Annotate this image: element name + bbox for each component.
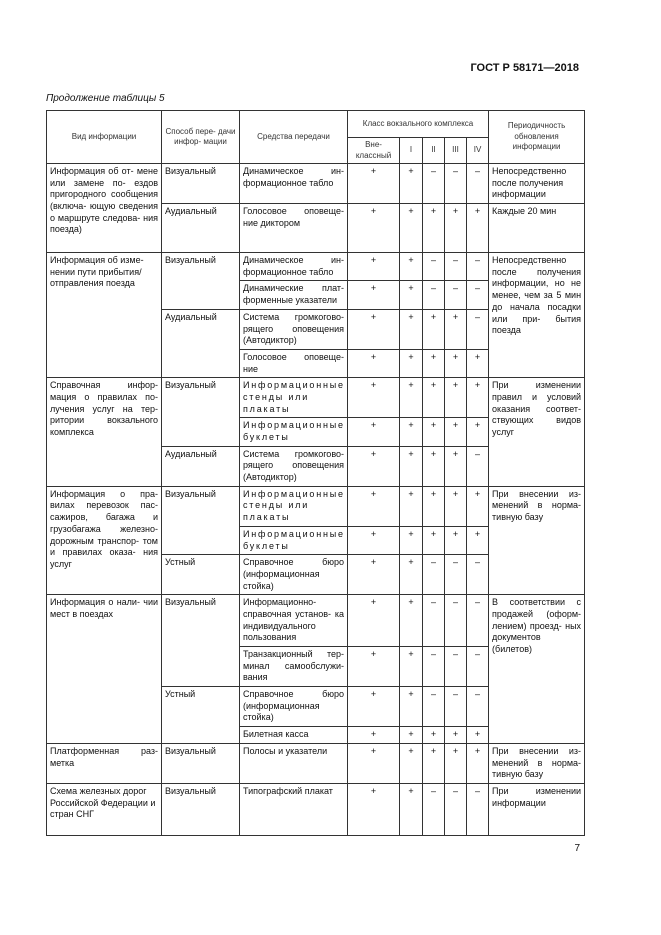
mark-cell: – <box>467 687 489 727</box>
mark-cell: – <box>467 647 489 687</box>
mark-cell: + <box>423 727 445 744</box>
periodicity-cell: Непосредственно после получения информации, но не менее, чем за 5 мин до начала посадки или при- бытия поезда <box>489 253 585 378</box>
mark-cell: + <box>445 349 467 377</box>
means-cell: Информационные буклеты <box>240 526 348 554</box>
mark-cell: – <box>423 555 445 595</box>
mark-cell: + <box>400 727 423 744</box>
standard-number: ГОСТ Р 58171—2018 <box>470 62 579 74</box>
info-type-cell: Справочная инфор- мация о правилах по- лучения услуг на тер- ритории вокзального комплекса <box>47 378 162 487</box>
mark-cell: + <box>467 204 489 253</box>
mark-cell: + <box>445 743 467 783</box>
mark-cell: + <box>445 486 467 526</box>
header-class-1: I <box>400 138 423 164</box>
mark-cell: + <box>348 204 400 253</box>
mark-cell: – <box>445 647 467 687</box>
means-cell: Информационные стенды или плакаты <box>240 486 348 526</box>
mark-cell: + <box>348 555 400 595</box>
method-cell: Аудиальный <box>162 204 240 253</box>
info-type-cell: Информация об от- мене или замене по- ездов пригородного сообщения (включа- ющую сведения о маршруте следова- ния поезда) <box>47 164 162 253</box>
means-cell: Система громкогово- рящего оповещения (Автодиктор) <box>240 446 348 486</box>
method-cell: Визуальный <box>162 164 240 204</box>
mark-cell: – <box>423 281 445 309</box>
mark-cell: + <box>467 486 489 526</box>
header-class-out: Вне- классный <box>348 138 400 164</box>
means-cell: Голосовое оповеще- ние диктором <box>240 204 348 253</box>
mark-cell: + <box>400 204 423 253</box>
periodicity-cell: При изменении информации <box>489 783 585 835</box>
mark-cell: + <box>400 418 423 446</box>
header-class-group: Класс вокзального комплекса <box>348 111 489 138</box>
mark-cell: + <box>423 309 445 349</box>
mark-cell: + <box>400 526 423 554</box>
mark-cell: + <box>348 687 400 727</box>
means-cell: Справочное бюро (информационная стойка) <box>240 687 348 727</box>
means-cell: Динамическое ин- формационное табло <box>240 253 348 281</box>
mark-cell: – <box>423 164 445 204</box>
mark-cell: + <box>423 418 445 446</box>
mark-cell: + <box>423 378 445 418</box>
header-class-2: II <box>423 138 445 164</box>
mark-cell: + <box>348 647 400 687</box>
info-type-cell: Информация о нали- чии мест в поездах <box>47 595 162 744</box>
mark-cell: + <box>400 253 423 281</box>
header-method: Способ пере- дачи инфор- мации <box>162 111 240 164</box>
mark-cell: – <box>467 783 489 835</box>
info-type-cell: Информация о пра- вилах перевозок пас- сажиров, багажа и грузобагажа железно- дорожным транспор- том и правилах оказа- ния услуг <box>47 486 162 595</box>
mark-cell: + <box>400 595 423 647</box>
periodicity-cell: При внесении из- менений в норма- тивную базу <box>489 486 585 595</box>
table-row <box>47 253 585 281</box>
mark-cell: + <box>467 727 489 744</box>
mark-cell: – <box>445 164 467 204</box>
mark-cell: + <box>348 526 400 554</box>
mark-cell: + <box>348 743 400 783</box>
means-cell: Полосы и указатели <box>240 743 348 783</box>
header-class-3: III <box>445 138 467 164</box>
means-cell: Динамическое ин- формационное табло <box>240 164 348 204</box>
means-cell: Билетная касса <box>240 727 348 744</box>
periodicity-cell: При изменении правил и условий оказания соответ- ствующих видов услуг <box>489 378 585 487</box>
means-cell: Динамические плат- форменные указатели <box>240 281 348 309</box>
mark-cell: + <box>348 486 400 526</box>
mark-cell: + <box>348 418 400 446</box>
table-row <box>47 743 585 783</box>
mark-cell: + <box>400 281 423 309</box>
mark-cell: – <box>467 281 489 309</box>
method-cell: Визуальный <box>162 595 240 687</box>
table-caption: Продолжение таблицы 5 <box>46 93 165 104</box>
table-row <box>47 595 585 647</box>
method-cell: Визуальный <box>162 378 240 446</box>
mark-cell: – <box>445 253 467 281</box>
means-cell: Типографский плакат <box>240 783 348 835</box>
info-table <box>46 110 585 836</box>
mark-cell: – <box>423 253 445 281</box>
table-row <box>47 783 585 835</box>
mark-cell: + <box>467 349 489 377</box>
means-cell: Система громкогово- рящего оповещения (Автодиктор) <box>240 309 348 349</box>
method-cell: Визуальный <box>162 253 240 310</box>
mark-cell: + <box>445 418 467 446</box>
mark-cell: + <box>348 309 400 349</box>
mark-cell: + <box>445 727 467 744</box>
mark-cell: – <box>445 555 467 595</box>
method-cell: Устный <box>162 687 240 744</box>
means-cell: Голосовое оповеще- ние <box>240 349 348 377</box>
method-cell: Визуальный <box>162 486 240 554</box>
info-type-cell: Схема железных дорог Российской Федерации и стран СНГ <box>47 783 162 835</box>
mark-cell: + <box>445 309 467 349</box>
periodicity-cell: В соответствии с продажей (оформ- лением) проезд- ных документов (билетов) <box>489 595 585 744</box>
mark-cell: + <box>348 783 400 835</box>
mark-cell: – <box>467 164 489 204</box>
method-cell: Визуальный <box>162 743 240 783</box>
mark-cell: + <box>348 164 400 204</box>
mark-cell: + <box>467 526 489 554</box>
means-cell: Информационно- справочная установ- ка индивидуального пользования <box>240 595 348 647</box>
mark-cell: + <box>467 378 489 418</box>
header-class-4: IV <box>467 138 489 164</box>
mark-cell: – <box>423 783 445 835</box>
header-info-type: Вид информации <box>47 111 162 164</box>
mark-cell: + <box>423 446 445 486</box>
mark-cell: + <box>400 647 423 687</box>
mark-cell: – <box>467 446 489 486</box>
mark-cell: + <box>348 727 400 744</box>
mark-cell: + <box>400 555 423 595</box>
mark-cell: + <box>467 743 489 783</box>
mark-cell: + <box>348 349 400 377</box>
means-cell: Информационные буклеты <box>240 418 348 446</box>
periodicity-cell: Непосредственно после получения информации <box>489 164 585 204</box>
mark-cell: + <box>348 378 400 418</box>
mark-cell: + <box>445 378 467 418</box>
info-type-cell: Информация об изме- нении пути прибытия/ отправления поезда <box>47 253 162 378</box>
mark-cell: + <box>423 486 445 526</box>
header-periodicity: Периодичность обновления информации <box>489 111 585 164</box>
mark-cell: – <box>445 783 467 835</box>
mark-cell: – <box>423 647 445 687</box>
table-row <box>47 378 585 418</box>
mark-cell: – <box>467 555 489 595</box>
table-row <box>47 164 585 204</box>
means-cell: Транзакционный тер- минал самообслужи- вания <box>240 647 348 687</box>
mark-cell: + <box>400 783 423 835</box>
mark-cell: + <box>348 281 400 309</box>
mark-cell: + <box>400 743 423 783</box>
mark-cell: + <box>423 526 445 554</box>
periodicity-cell: Каждые 20 мин <box>489 204 585 253</box>
mark-cell: + <box>400 486 423 526</box>
mark-cell: + <box>423 743 445 783</box>
mark-cell: + <box>445 526 467 554</box>
mark-cell: + <box>400 309 423 349</box>
method-cell: Аудиальный <box>162 446 240 486</box>
mark-cell: + <box>400 378 423 418</box>
mark-cell: – <box>445 281 467 309</box>
method-cell: Устный <box>162 555 240 595</box>
info-type-cell: Платформенная раз- метка <box>47 743 162 783</box>
mark-cell: + <box>400 687 423 727</box>
method-cell: Визуальный <box>162 783 240 835</box>
header-means: Средства передачи <box>240 111 348 164</box>
mark-cell: + <box>423 349 445 377</box>
mark-cell: – <box>423 687 445 727</box>
mark-cell: – <box>467 309 489 349</box>
mark-cell: + <box>400 446 423 486</box>
mark-cell: – <box>467 253 489 281</box>
mark-cell: + <box>348 446 400 486</box>
means-cell: Справочное бюро (информационная стойка) <box>240 555 348 595</box>
page-number: 7 <box>574 843 580 854</box>
method-cell: Аудиальный <box>162 309 240 377</box>
table-row <box>47 486 585 526</box>
mark-cell: + <box>423 204 445 253</box>
mark-cell: + <box>445 204 467 253</box>
periodicity-cell: При внесении из- менений в норма- тивную базу <box>489 743 585 783</box>
mark-cell: + <box>400 164 423 204</box>
mark-cell: – <box>467 595 489 647</box>
mark-cell: – <box>445 595 467 647</box>
mark-cell: + <box>467 418 489 446</box>
mark-cell: + <box>348 595 400 647</box>
mark-cell: + <box>400 349 423 377</box>
mark-cell: – <box>445 687 467 727</box>
mark-cell: + <box>445 446 467 486</box>
mark-cell: + <box>348 253 400 281</box>
mark-cell: – <box>423 595 445 647</box>
means-cell: Информационные стенды или плакаты <box>240 378 348 418</box>
